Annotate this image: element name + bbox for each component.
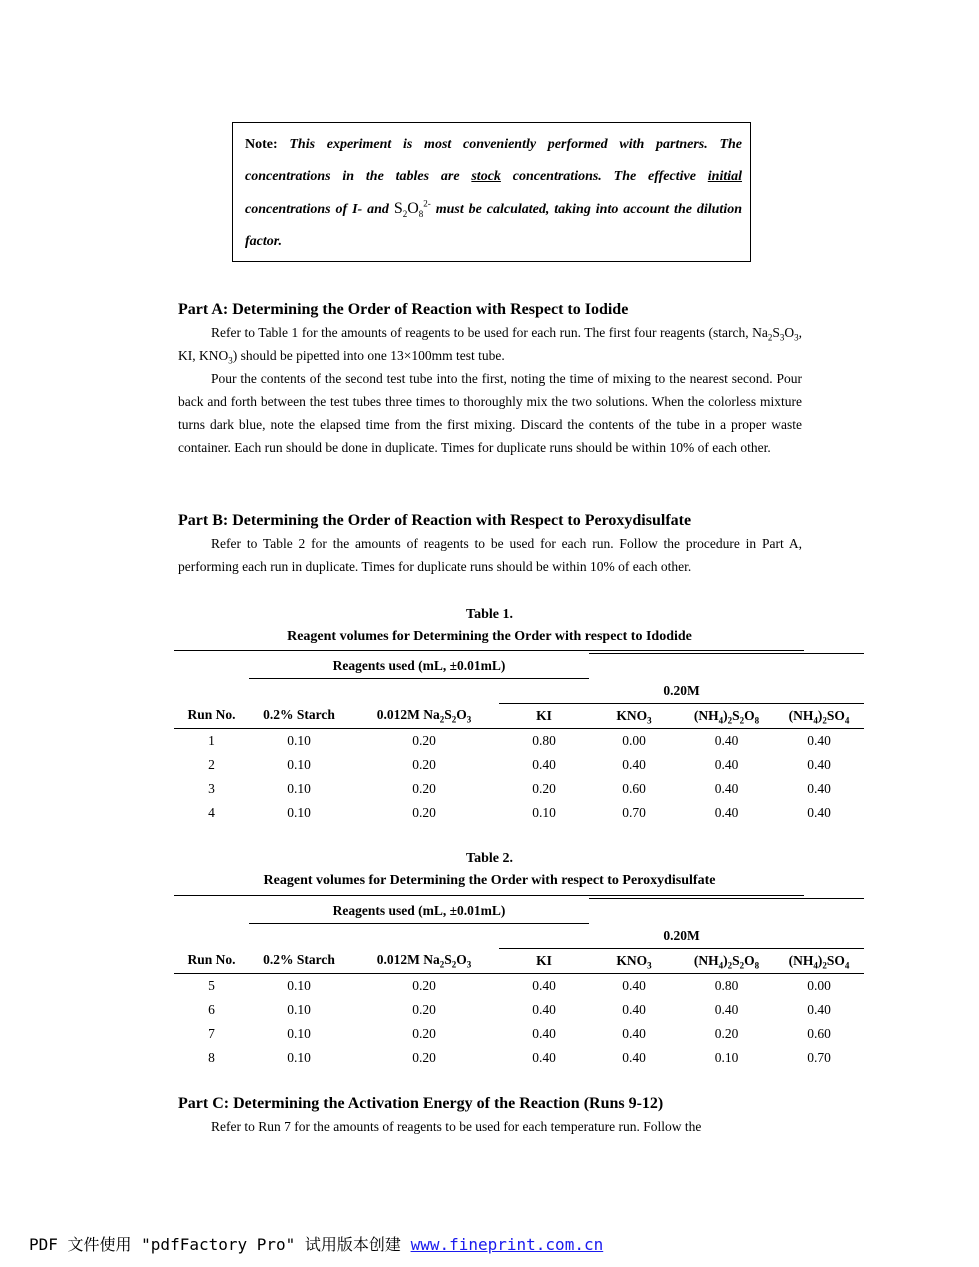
table-1-col-run: Run No. [187, 707, 236, 723]
table-cell: 2 [208, 756, 215, 772]
table-cell: 0.20 [412, 780, 436, 796]
part-a-paragraph-2: Pour the contents of the second test tube into the first, noting the time of mixing to the nearest second. Pour back and forth between the test tubes three times to thoroughly mix the two solutions. When the colorless mixture turns dark blue, note the elapsed time from the first mixing. Discard the contents of the tube in a proper waste container. Each run should be done in duplicate. Times for duplicate runs should be within 10% of each other. [178, 371, 802, 455]
table-cell: 0.10 [287, 780, 311, 796]
table-cell: 0.20 [412, 1049, 436, 1065]
table-cell: 0.40 [714, 756, 739, 772]
table-2-col-starch: 0.2% Starch [263, 952, 335, 968]
table-cell: 0.40 [714, 804, 739, 820]
table-cell: 0.40 [807, 804, 831, 820]
pdf-footer [29, 1232, 603, 1255]
table-2-group-header: Reagents used (mL, ±0.01mL) [249, 899, 589, 924]
table-cell: 0.60 [622, 780, 646, 796]
table-cell: 8 [208, 1049, 215, 1065]
table-2-col-kno3: $KNO_3$ [616, 952, 652, 971]
table-1-col-kno3: $KNO_3$ [616, 707, 652, 726]
table-row [174, 753, 864, 777]
table-cell: 0.70 [622, 804, 646, 820]
note-text-1: This experiment is most conveniently performed with partners. The concentrations in the tables are [245, 137, 742, 184]
table-cell: 0.40 [714, 732, 739, 748]
part-c-section [178, 1094, 802, 1138]
table-2-col-persulfate: $(NH_4)_2S_2O_8$ [693, 952, 760, 971]
table-1-title: Table 1. [466, 607, 513, 622]
table-cell: 0.20 [412, 977, 436, 993]
table-cell: 0.40 [714, 1001, 739, 1017]
table-row [174, 1022, 864, 1046]
part-a-p1-a: Refer to Table 1 for the amounts of reagents to be used for each run. The first four reagents (starch, Na [211, 325, 768, 340]
table-1-molarity: 0.20M [499, 678, 864, 703]
table-cell: 0.40 [807, 780, 831, 796]
table-cell: 0.40 [622, 1049, 646, 1065]
table-cell: 0.40 [532, 977, 556, 993]
part-b-paragraph-1: Refer to Table 2 for the amounts of reagents to be used for each run. Follow the procedure in Part A, performing each run in duplicate. Times for duplicate runs should be within 10% of each other. [178, 536, 802, 574]
part-a-p1-c: ) should be pipetted into one 13×100mm test tube. [232, 348, 505, 363]
table-row [174, 973, 864, 998]
table-2-molarity: 0.20M [499, 923, 864, 948]
table-cell: 0.10 [287, 756, 311, 772]
table-cell: 0.40 [622, 977, 646, 993]
table-cell: 0.10 [714, 1049, 739, 1065]
table-cell: 4 [208, 804, 215, 820]
table-row [174, 801, 864, 825]
note-box [232, 122, 751, 262]
table-cell: 0.20 [714, 1025, 739, 1041]
table-cell: 0.00 [622, 732, 646, 748]
note-initial: initial [707, 169, 742, 184]
table-cell: 0.20 [412, 804, 436, 820]
table-cell: 0.40 [807, 756, 831, 772]
table-cell: 0.00 [807, 977, 831, 993]
table-cell: 0.80 [532, 732, 556, 748]
note-text-4: must be calculated, taking into account the dilution factor. [245, 202, 743, 249]
table-1-col-starch: 0.2% Starch [263, 707, 335, 723]
part-a-paragraph-1: Refer to Table 1 for the amounts of reagents to be used for each run. The first four reagents (starch, $Na_2S_3O_3$, KI, $KNO_3$) should be pipetted into one 13×100mm test tube. [178, 325, 802, 366]
table-cell: 0.40 [807, 732, 831, 748]
table-cell: 0.40 [532, 1001, 556, 1017]
table-cell: 0.40 [714, 780, 739, 796]
table-1-col-persulfate: $(NH_4)_2S_2O_8$ [693, 707, 760, 726]
table-2-col-run: Run No. [187, 952, 236, 968]
table-cell: 3 [208, 780, 215, 796]
note-text-2: concentrations. The effective [500, 169, 708, 184]
table-1-col-sulfate: $(NH_4)_2SO_4$ [788, 707, 850, 726]
table-cell: 0.10 [532, 804, 556, 820]
note-text-3: concentrations of I- and [245, 202, 394, 217]
part-c-heading: Part C: Determining the Activation Energy of the Reaction (Runs 9-12) [178, 1095, 664, 1112]
table-cell: 0.20 [412, 1025, 436, 1041]
footer-text: PDF 文件使用 "pdfFactory Pro" 试用版本创建 [29, 1235, 411, 1254]
table-cell: 0.40 [622, 1025, 646, 1041]
table-2-col-sulfate: $(NH_4)_2SO_4$ [788, 952, 850, 971]
table-1-group-header: Reagents used (mL, ±0.01mL) [249, 654, 589, 679]
table-cell: 0.40 [532, 1049, 556, 1065]
table-2-subtitle: Reagent volumes for Determining the Order with respect to Peroxydisulfate [263, 873, 716, 888]
table-cell: 0.40 [622, 1001, 646, 1017]
table-cell: 0.60 [807, 1025, 831, 1041]
part-a-heading: Part A: Determining the Order of Reaction with Respect to Iodide [178, 301, 629, 318]
footer-link[interactable]: www.fineprint.com.cn [410, 1235, 604, 1254]
persulfate-formula: $S_2O_8^{2-}$ [393, 198, 431, 220]
table-cell: 0.20 [412, 756, 436, 772]
table-row [174, 1046, 864, 1070]
part-a-section [178, 300, 802, 459]
table-cell: 0.10 [287, 1001, 311, 1017]
table-2-caption [0, 848, 979, 892]
table-cell: 0.40 [807, 1001, 831, 1017]
part-c-paragraph-1: Refer to Run 7 for the amounts of reagents to be used for each temperature run. Follow the [211, 1119, 702, 1134]
table-2-top-rule [174, 895, 804, 896]
table-2-col-thiosulfate: 0.012M $Na_2S_2O_3$ [376, 952, 472, 970]
table-1-top-rule [174, 650, 804, 651]
table-1-col-ki: KI [536, 707, 552, 723]
table-cell: 7 [208, 1025, 215, 1041]
table-2-title: Table 2. [466, 851, 513, 866]
table-1-col-thiosulfate: 0.012M $Na_2S_2O_3$ [376, 707, 472, 725]
table-2 [174, 898, 864, 1070]
table-cell: 0.20 [532, 780, 556, 796]
table-cell: 0.10 [287, 732, 311, 748]
table-cell: 0.20 [412, 732, 436, 748]
table-cell: 0.70 [807, 1049, 831, 1065]
table-1-subtitle: Reagent volumes for Determining the Order with respect to Idodide [287, 629, 692, 644]
table-cell: 0.10 [287, 1025, 311, 1041]
table-1-caption [0, 604, 979, 648]
table-cell: 0.40 [532, 1025, 556, 1041]
table-cell: 0.10 [287, 1049, 311, 1065]
table-cell: 0.20 [412, 1001, 436, 1017]
table-cell: 0.10 [287, 977, 311, 993]
table-cell: 0.40 [532, 756, 556, 772]
part-a-p1-b: , KI, KNO [178, 325, 802, 363]
table-cell: 0.40 [622, 756, 646, 772]
part-b-heading: Part B: Determining the Order of Reaction with Respect to Peroxydisulfate [178, 512, 692, 529]
table-row [174, 777, 864, 801]
table-cell: 6 [208, 1001, 215, 1017]
table-2-col-ki: KI [536, 952, 552, 968]
table-cell: 1 [208, 732, 215, 748]
table-cell: 0.10 [287, 804, 311, 820]
part-b-section [178, 511, 802, 578]
table-cell: 0.80 [714, 977, 739, 993]
table-cell: 5 [208, 977, 215, 993]
note-stock: stock [471, 169, 501, 184]
table-row [174, 728, 864, 753]
table-row [174, 998, 864, 1022]
table-1 [174, 653, 864, 825]
note-lead: Note: [245, 137, 278, 152]
